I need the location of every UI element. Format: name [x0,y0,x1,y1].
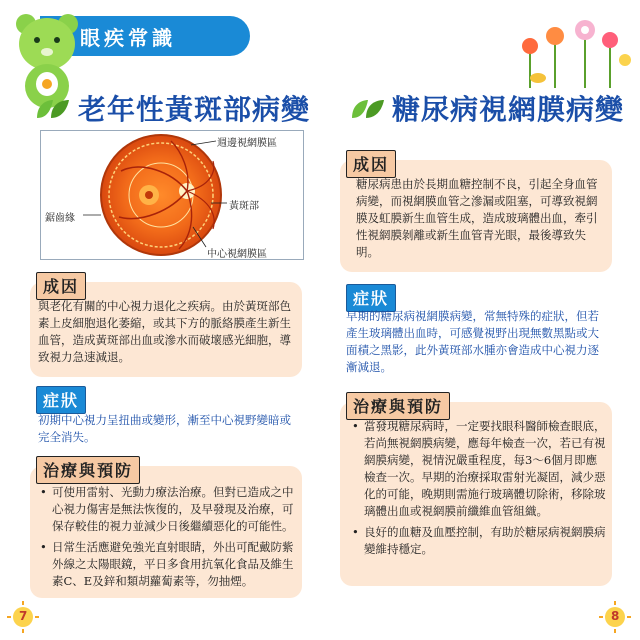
left-page-title: 老年性黃斑部病變 [78,93,311,126]
label-macula: 黃斑部 [229,201,259,212]
leaf-icon [348,96,388,122]
left-treatment-item: • 可使用雷射、光動力療法治療。但對已造成之中心視力傷害是無法恢復的，及早發現及治療，可保存較佳的視力並減少日後繼續惡化的可能性。 [38,484,298,535]
right-treatment-item: • 當發現糖尿病時，一定要找眼科醫師檢查眼底，若尚無視網膜病變，應每年檢查一次，若已有視網膜病變，視情況嚴重程度，每3～6個月即應檢查一次。早期的治療採取雷射光凝固，減少惡化的可能，晚期則需施行玻璃體切除術，移除玻璃體出血或視網膜前纖維血管組織。 [350,418,606,520]
retina-illustration [41,131,303,259]
header-title: 眼疾常識 [80,26,176,50]
right-treatment-list [350,418,606,562]
right-symptom-label: 症狀 [346,284,396,312]
label-central-retina: 中心視網膜區 [207,249,267,260]
leaf-icon [33,96,73,122]
left-cause-label: 成因 [36,272,86,300]
right-treatment-item: • 良好的血糖及血壓控制，有助於糖尿病視網膜病變維持穩定。 [350,524,606,558]
label-peripheral-retina: 週邊視網膜區 [217,138,277,149]
left-cause-text: 與老化有關的中心視力退化之疾病。由於黃斑部色素上皮細胞退化萎縮，或其下方的脈絡膜產生新生血管，造成黃斑部出血或滲水而破壞感光細胞，導致視力急速減退。 [38,299,291,364]
flowers-decoration-icon [510,10,635,90]
right-page-number: 8 [611,609,620,623]
left-treatment-list [38,484,298,594]
right-page-title: 糖尿病視網膜病變 [392,93,625,126]
right-cause-label: 成因 [346,150,396,178]
right-treatment-label: 治療與預防 [346,392,450,420]
left-treatment-item: • 日常生活應避免強光直射眼睛，外出可配戴防紫外線之太陽眼鏡，平日多食用抗氧化食品及維生素C、E及鋅和類胡蘿蔔素等，勿抽煙。 [38,539,298,590]
left-symptom-label: 症狀 [36,386,86,414]
left-symptom-text: 初期中心視力呈扭曲或變形，漸至中心視野變暗或完全消失。 [38,413,291,444]
label-ora-serrata: 鋸齒緣 [45,213,75,224]
retina-diagram [40,130,304,260]
left-treatment-label: 治療與預防 [36,456,140,484]
right-symptom-text: 早期的糖尿病視網膜病變，常無特殊的症狀，但若產生玻璃體出血時，可感覺視野出現無數黑點或大面積之黑影，此外黃斑部水腫亦會造成中心視力逐漸減退。 [346,309,599,374]
right-cause-text: 糖尿病患由於長期血糖控制不良，引起全身血管病變，而視網膜血管之滲漏或阻塞，可導致視網膜及虹膜新生血管生成，造成玻璃體出血，牽引性視網膜剝離或新生血管青光眼，最後導致失明。 [356,177,598,259]
left-page-number: 7 [19,609,28,623]
bear-mascot-icon [12,10,82,110]
